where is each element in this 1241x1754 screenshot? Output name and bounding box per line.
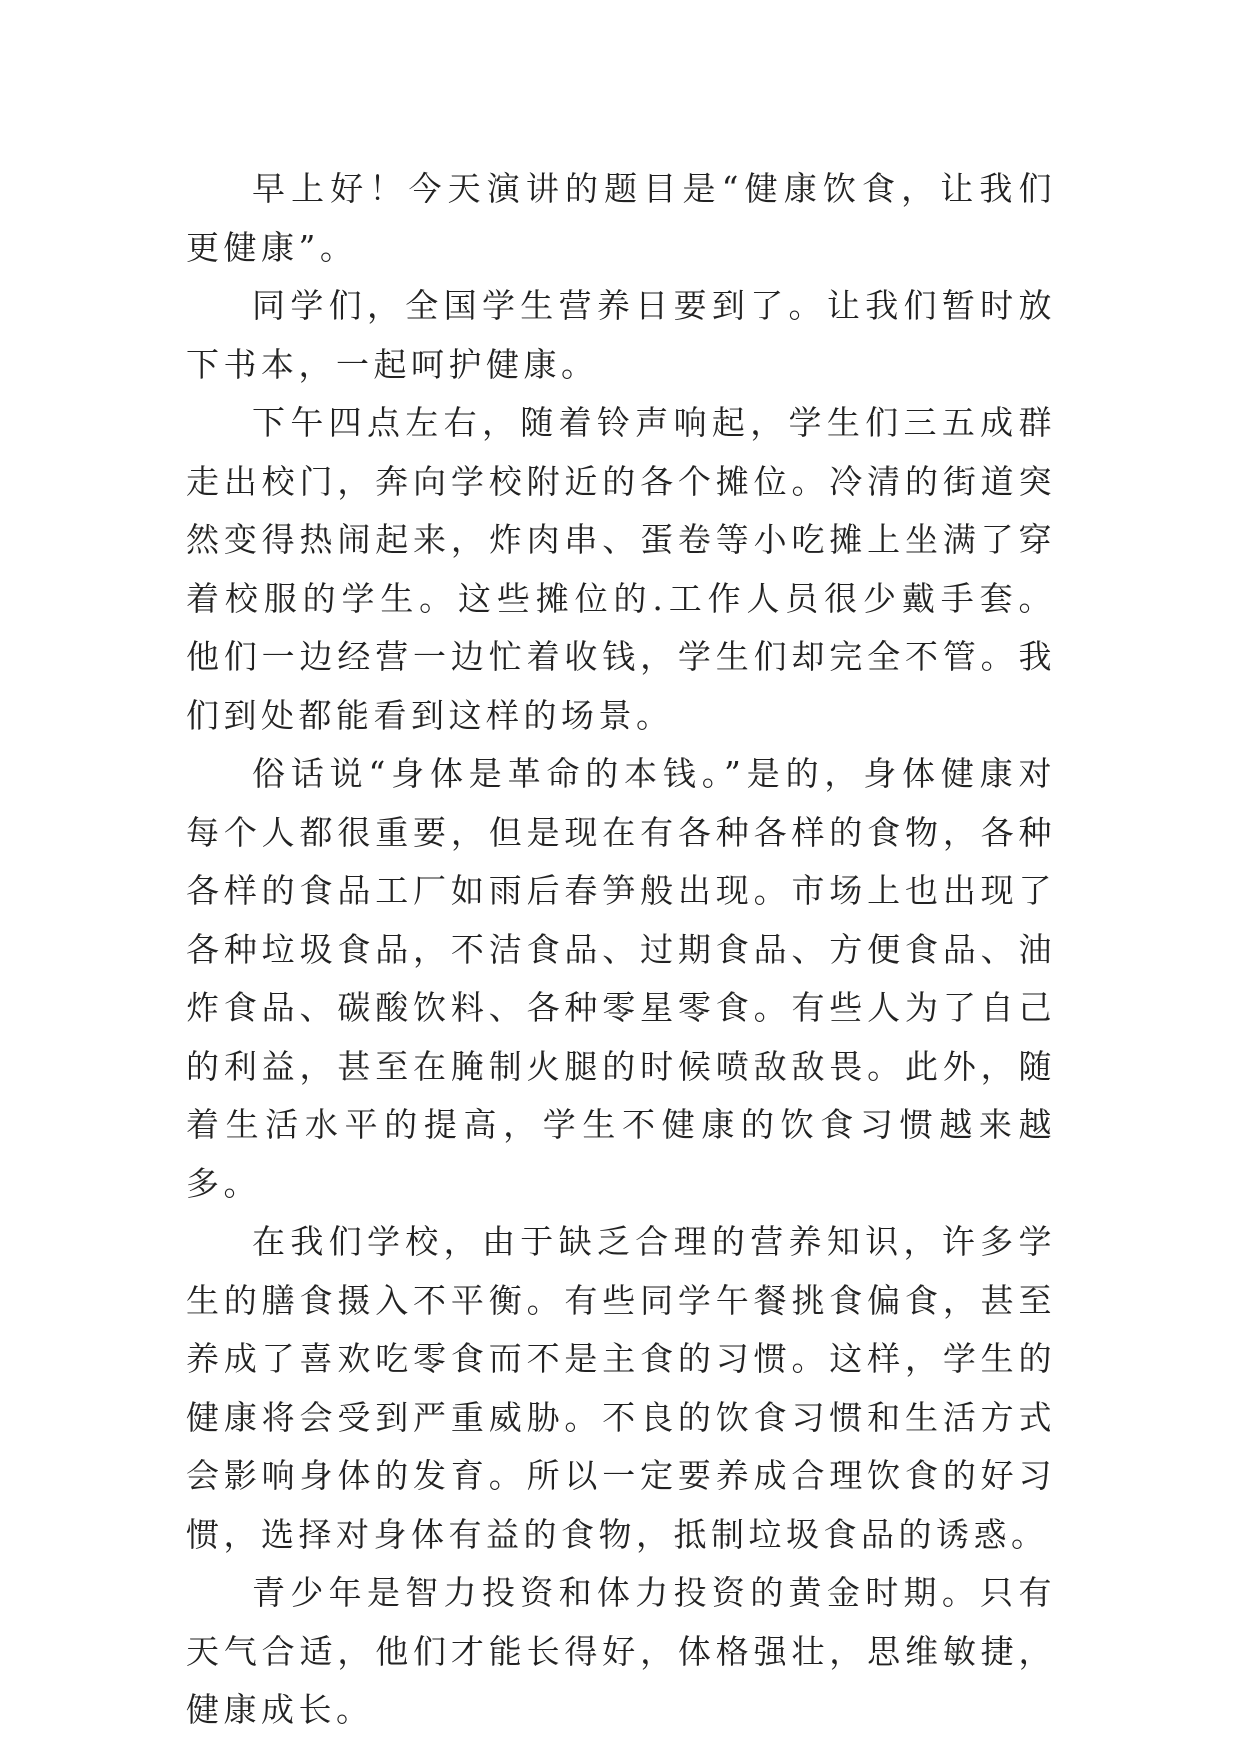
paragraph-school-diet: 在我们学校，由于缺乏合理的营养知识，许多学生的膳食摄入不平衡。有些同学午餐挑食偏食，甚至养成了喜欢吃零食而不是主食的习惯。这样，学生的健康将会受到严重威胁。不良的饮食习惯和生活方式会影响身体的发育。所以一定要养成合理饮食的好习惯，选择对身体有益的食物，抵制垃圾食品的诱惑。	[186, 1222, 1056, 1554]
paragraph-street-stalls: 下午四点左右，随着铃声响起，学生们三五成群走出校门，奔向学校附近的各个摊位。冷清的街道突然变得热闹起来，炸肉串、蛋卷等小吃摊上坐满了穿着校服的学生。这些摊位的.工作人员很少戴手套。他们一边经营一边忙着收钱，学生们却完全不管。我们到处都能看到这样的场景。	[186, 403, 1056, 735]
paragraph-youth: 青少年是智力投资和体力投资的黄金时期。只有天气合适，他们才能长得好，体格强壮，思维敏捷，健康成长。	[186, 1573, 1056, 1729]
paragraph-nutrition-day: 同学们，全国学生营养日要到了。让我们暂时放下书本，一起呵护健康。	[186, 286, 1056, 384]
paragraph-greeting: 早上好！今天演讲的题目是“健康饮食，让我们更健康”。	[186, 169, 1056, 267]
paragraph-health-capital: 俗话说“身体是革命的本钱。”是的，身体健康对每个人都很重要，但是现在有各种各样的食物，各种各样的食品工厂如雨后春笋般出现。市场上也出现了各种垃圾食品，不洁食品、过期食品、方便食品、油炸食品、碳酸饮料、各种零星零食。有些人为了自己的利益，甚至在腌制火腿的时候喷敌敌畏。此外，随着生活水平的提高，学生不健康的饮食习惯越来越多。	[186, 754, 1056, 1203]
speech-text	[186, 160, 1056, 1740]
